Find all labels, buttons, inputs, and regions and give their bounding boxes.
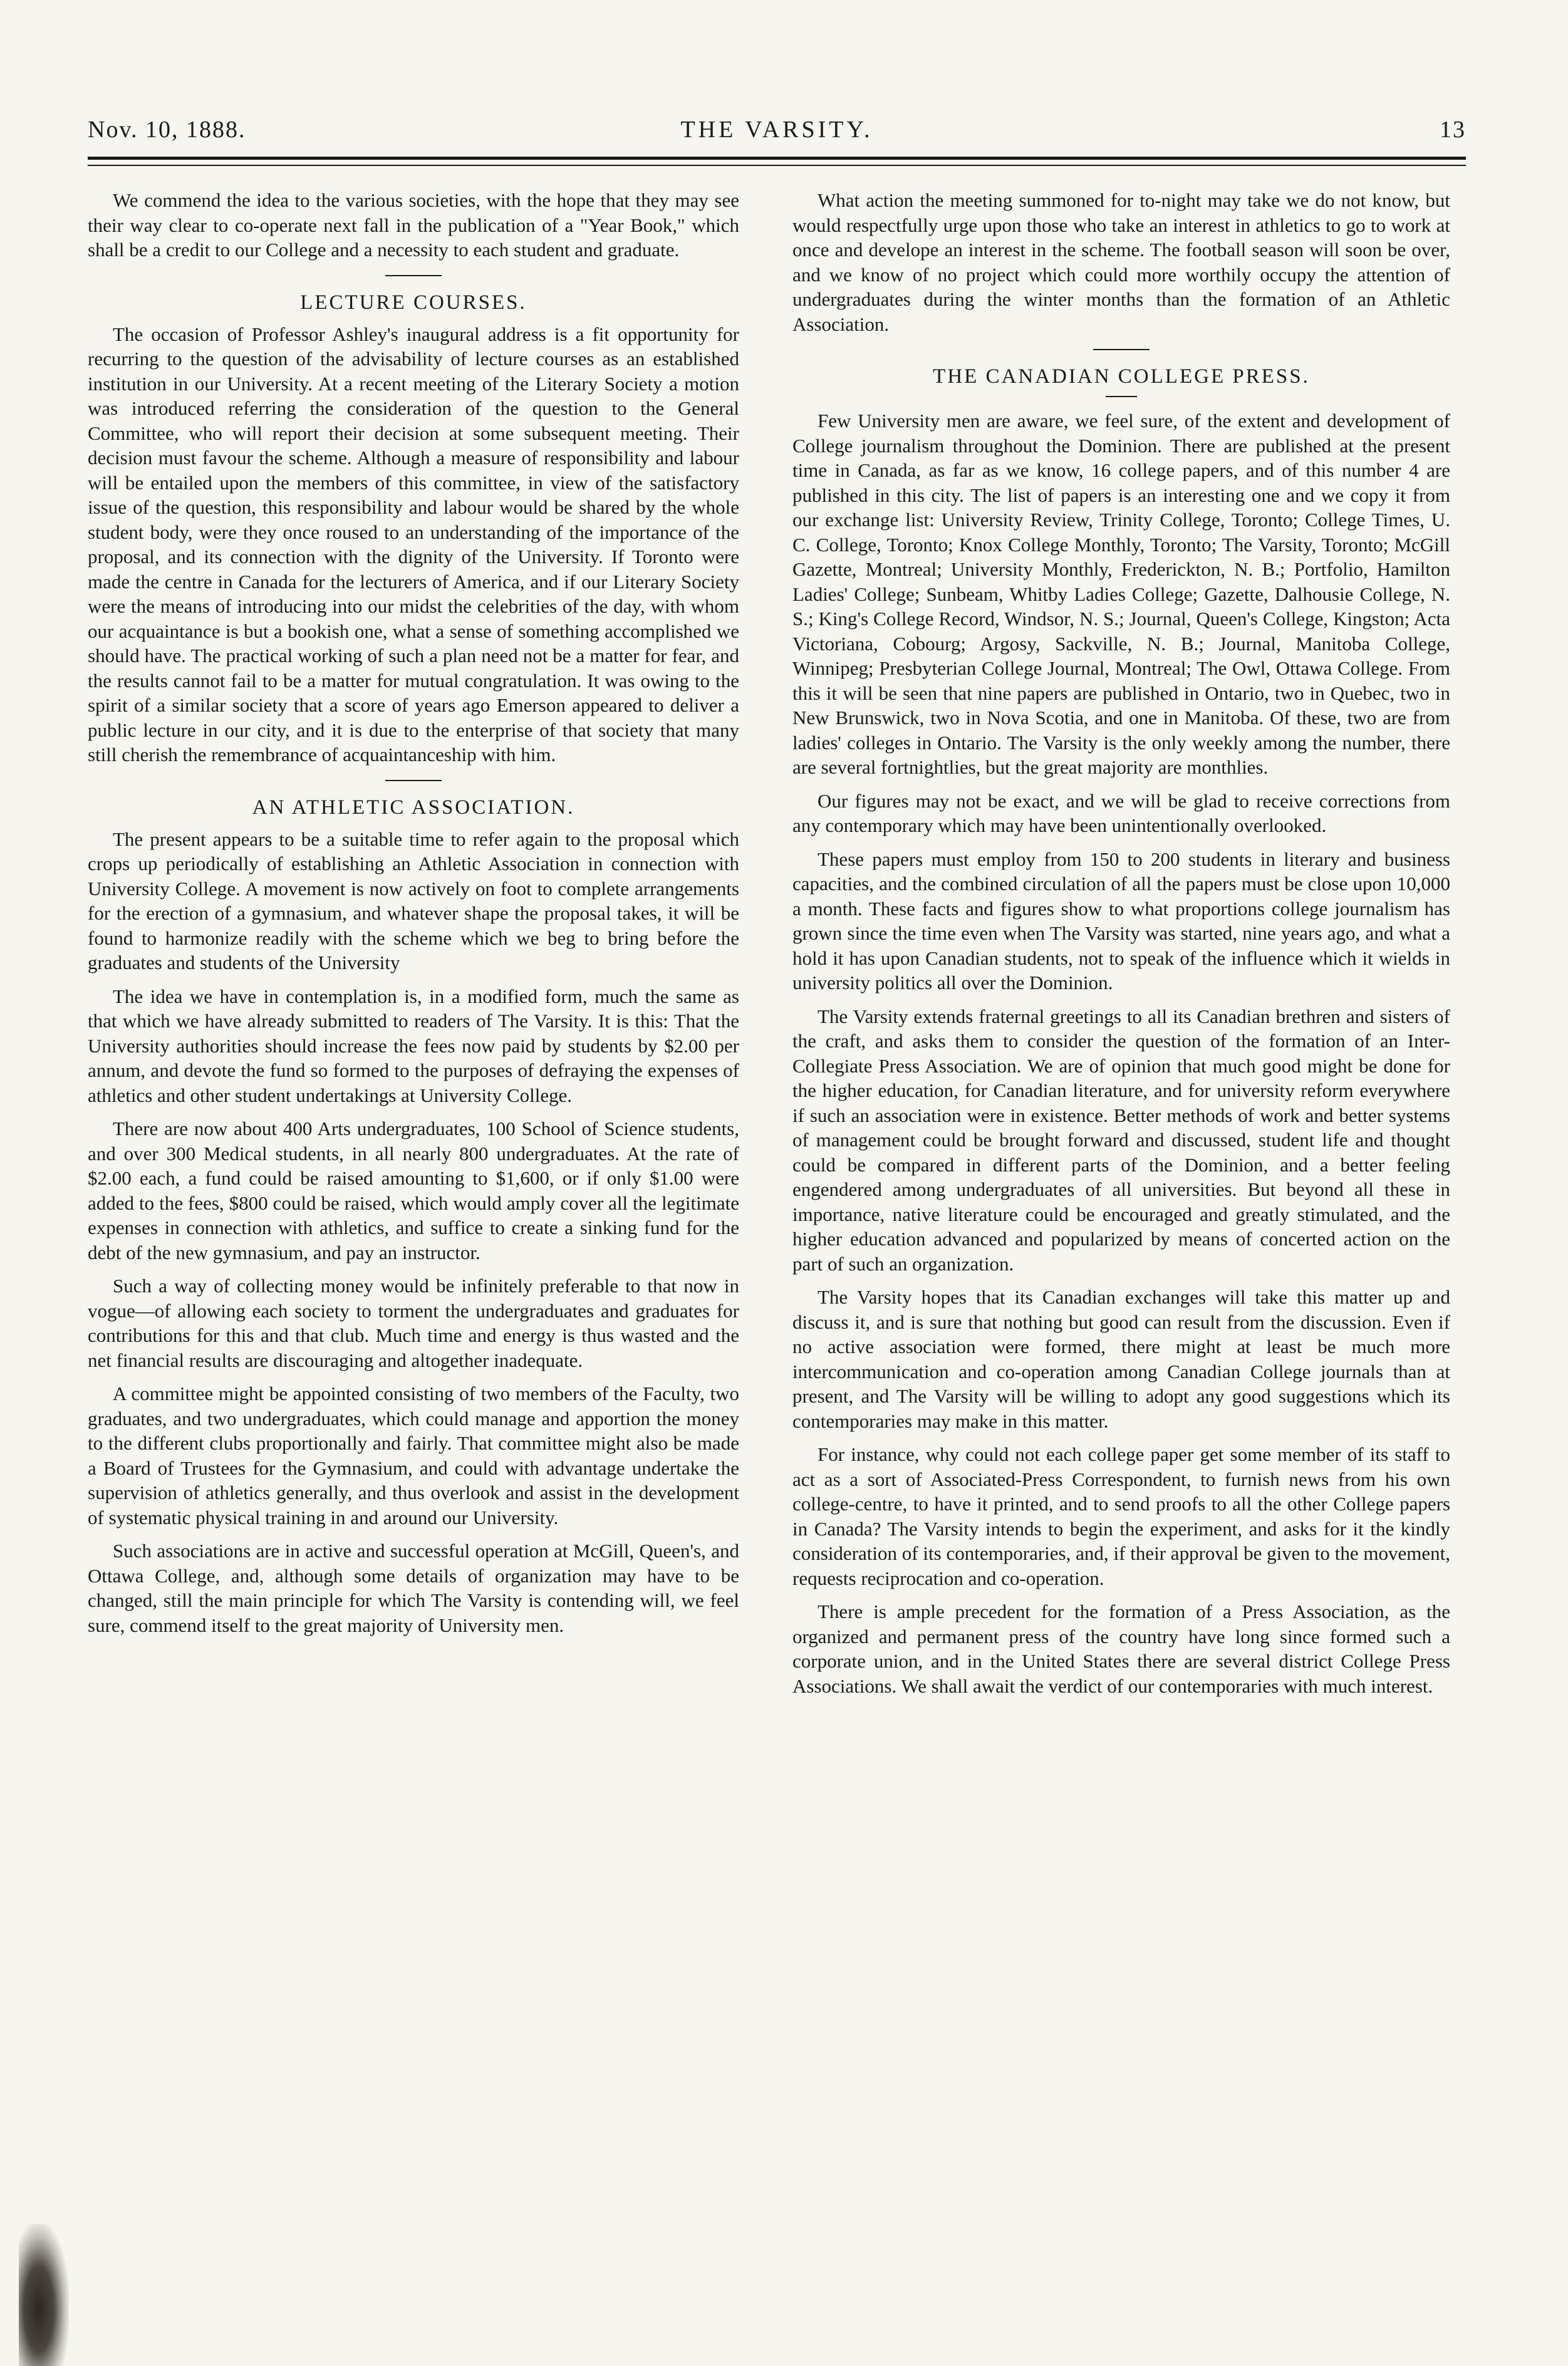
- athletic-paragraph: There are now about 400 Arts undergraduates, 100 School of Science students, and over 300 Medical students, in all nearly 800 undergraduates. At the rate of $2.00 each, a fund could be raised amounting to $1,600, or if only $1.00 were added to the fees, $800 could be raised, which would amply cover all the legitimate expenses in connection with athletics, and suffice to create a sinking fund for the debt of the new gymnasium, and pay an instructor.: [88, 1118, 739, 1263]
- college-press-paragraph: Our figures may not be exact, and we will be glad to receive corrections from any contemporary which may have been unintentionally overlooked.: [792, 789, 1450, 836]
- section-divider: [385, 780, 442, 781]
- section-divider: [385, 275, 442, 276]
- masthead-title: THE VARSITY.: [680, 117, 873, 143]
- issue-date: Nov. 10, 1888.: [88, 117, 246, 143]
- lecture-courses-heading: LECTURE COURSES.: [300, 291, 527, 314]
- athletic-paragraph: Such a way of collecting money would be infinitely preferable to that now in vogue—of allowing each society to torment the undergraduates and graduates for contributions for this and that club. Much time and energy is thus wasted and the net financial results are discouraging and altogether inadequate.: [88, 1275, 739, 1371]
- header-rule-thin: [88, 165, 1466, 166]
- athletic-paragraph: The idea we have in contemplation is, in a modified form, much the same as that which we have already submitted to readers of The Varsity. It is this: That the University authorities should increase the fees now paid by students by $2.00 per annum, and devote the fund so formed to the purposes of defraying the expenses of athletics and other student undertakings at University College.: [88, 985, 739, 1106]
- college-press-paragraph: The Varsity hopes that its Canadian exchanges will take this matter up and discuss it, and is sure that nothing but good can result from the discussion. Even if no active association were formed, there might at least be much more intercommunication and co-operation among Canadian College journals than at present, and The Varsity will be willing to adopt any good suggestions which its contemporaries may make in this matter.: [792, 1286, 1450, 1432]
- college-press-paragraph: For instance, why could not each college paper get some member of its staff to act as a sort of Associated-Press Correspondent, to furnish news from his own college-centre, to have it printed, and to send proofs to all the other College papers in Canada? The Varsity intends to begin the experiment, and asks for it the kindly consideration of its contemporaries, and, if their approval be given to the movement, requests reciprocation and co-operation.: [792, 1443, 1450, 1589]
- athletic-continuation-paragraph: What action the meeting summoned for to-night may take we do not know, but would respectfully urge upon those who take an interest in athletics to go to work at once and develope an interest in the scheme. The football season will soon be over, and we know of no project which could more worthily occupy the attention of undergraduates during the winter months than the formation of an Athletic Association.: [792, 189, 1450, 335]
- college-press-paragraph: These papers must employ from 150 to 200 students in literary and business capacities, and the combined circulation of all the papers must be close upon 10,000 a month. These facts and figures show to what proportions college journalism has grown since the time even when The Varsity was started, nine years ago, and what a hold it has upon Canadian students, not to speak of the influence which it wields in university politics all over the Dominion.: [792, 848, 1450, 994]
- page-header: [88, 116, 1466, 153]
- athletic-paragraph: A committee might be appointed consisting of two members of the Faculty, two graduates, and two undergraduates, which could manage and apportion the money to the different clubs proportionally and fairly. That committee might also be made a Board of Trustees for the Gymnasium, and could with advantage undertake the supervision of athletics generally, and thus overlook and assist in the development of systematic physical training in and around our University.: [88, 1383, 739, 1528]
- year-book-paragraph: We commend the idea to the various societies, with the hope that they may see their way clear to co-operate next fall in the publication of a "Year Book," which shall be a credit to our College and a necessity to each student and graduate.: [88, 189, 739, 261]
- athletic-paragraph: The present appears to be a suitable time to refer again to the proposal which crops up periodically of establishing an Athletic Association in connection with University College. A movement is now actively on foot to complete arrangements for the erection of a gymnasium, and whatever shape the proposal takes, it will be found to harmonize readily with the scheme which we beg to bring before the graduates and students of the University: [88, 828, 739, 973]
- college-press-paragraph: There is ample precedent for the formation of a Press Association, as the organized and permanent press of the country have long since formed such a corporate union, and in the United States there are several district College Press Associations. We shall await the verdict of our contemporaries with much interest.: [792, 1601, 1450, 1697]
- lecture-courses-paragraph: The occasion of Professor Ashley's inaugural address is a fit opportunity for recurring to the question of the advisability of lecture courses as an established institution in our University. At a recent meeting of the Literary Society a motion was introduced referring the consideration of the question to the General Committee, who will report their decision at some subsequent meeting. Their decision must favour the scheme. Although a measure of responsibility and labour will be entailed upon the members of this committee, in view of the satisfactory issue of the question, this responsibility and labour would be shared by the whole student body, were they once roused to an understanding of the importance of the proposal, and its connection with the dignity of the University. If Toronto were made the centre in Canada for the lecturers of America, and if our Literary Society were the means of introducing into our midst the celebrities of the day, with whom our acquaintance is but a bookish one, what a sense of something accomplished we should have. The practical working of such a plan need not be a matter for fear, and the results cannot fail to be a matter for mutual congratulation. It was owing to the spirit of a similar society that a score of years ago Emerson appeared to deliver a public lecture in our city, and it is due to the enterprise of that society that many still cherish the remembrance of acquaintanceship with him.: [88, 323, 739, 765]
- college-press-paragraph: The Varsity extends fraternal greetings to all its Canadian brethren and sisters of the craft, and asks them to consider the question of the formation of an Inter-Collegiate Press Association. We are of opinion that much good might be done for the higher education, for Canadian literature, and for university reform everywhere if such an association were in existence. Better methods of work and better systems of management could be brought forward and discussed, student life and thought could be compared in different parts of the Dominion, and a better feeling engendered among undergraduates of all universities. But beyond all these in importance, native literature could be encouraged and greatly stimulated, and the higher education advanced and popularized by means of concerted action on the part of such an organization.: [792, 1005, 1450, 1275]
- page-number: 13: [1440, 117, 1466, 143]
- heading-rule: [1106, 396, 1137, 397]
- athletic-paragraph: Such associations are in active and successful operation at McGill, Queen's, and Ottawa College, and, although some details of organization may have to be changed, still the main principle for which The Varsity is contending will, we feel sure, commend itself to the great majority of University men.: [88, 1540, 739, 1636]
- athletic-association-heading: AN ATHLETIC ASSOCIATION.: [252, 796, 575, 819]
- college-press-paragraph: Few University men are aware, we feel sure, of the extent and development of College journalism throughout the Dominion. There are published at the present time in Canada, as far as we know, 16 college papers, and of this number 4 are published in this city. The list of papers is an interesting one and we copy it from our exchange list: University Review, Trinity College, Toronto; College Times, U. C. College, Toronto; Knox College Monthly, Toronto; The Varsity, Toronto; McGill Gazette, Montreal; University Monthly, Frederickton, N. B.; Portfolio, Hamilton Ladies' College; Sunbeam, Whitby Ladies College; Gazette, Dalhousie College, N. S.; King's College Record, Windsor, N. S.; Journal, Queen's College, Kingston; Acta Victoriana, Cobourg; Argosy, Sackville, N. B.; Journal, Manitoba College, Winnipeg; Presbyterian College Journal, Montreal; The Owl, Ottawa College. From this it will be seen that nine papers are published in Ontario, two in Quebec, two in New Brunswick, two in Nova Scotia, and one in Manitoba. Of these, two are from ladies' colleges in Ontario. The Varsity is the only weekly among the number, there are several fortnightlies, but the great majority are monthlies.: [792, 410, 1450, 778]
- college-press-heading: THE CANADIAN COLLEGE PRESS.: [933, 365, 1310, 388]
- scan-edge-mark: [19, 2224, 69, 2366]
- header-rule-thick: [88, 157, 1466, 160]
- section-divider: [1093, 349, 1150, 350]
- left-column: [88, 188, 739, 2330]
- right-column: [792, 188, 1450, 2330]
